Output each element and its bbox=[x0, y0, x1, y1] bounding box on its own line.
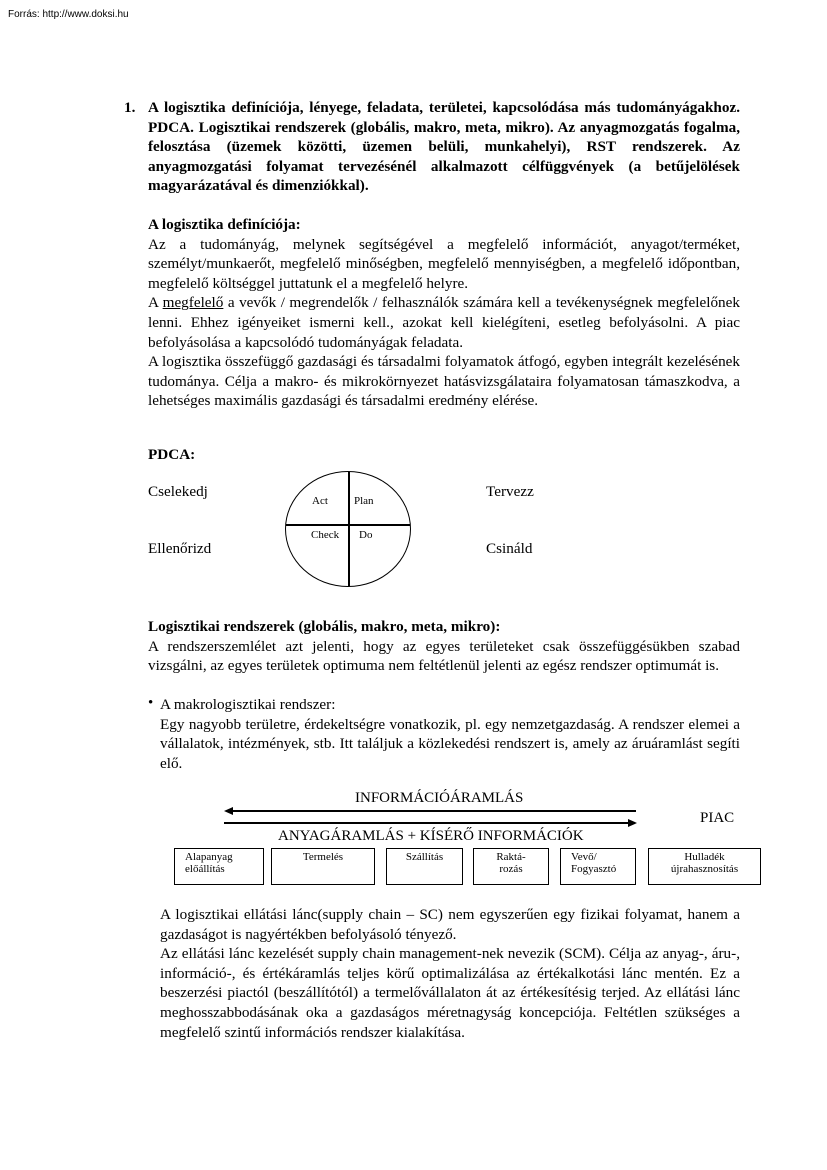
pdca-do-label: Csináld bbox=[486, 540, 533, 557]
box-recycling bbox=[648, 848, 761, 885]
pdca-act-label: Cselekedj bbox=[148, 483, 208, 500]
box-line-1: Raktá- bbox=[496, 851, 526, 863]
wheel-vertical-divider bbox=[348, 472, 350, 586]
box-line-1: Hulladék bbox=[684, 851, 725, 863]
wheel-check: Check bbox=[311, 529, 340, 541]
box-line-1: Szállítás bbox=[405, 851, 444, 863]
definition-paragraph-3: A logisztika összefüggő gazdasági és társadalmi folyamatok átfogó, egyben integrált kezelésének tudománya. Célja a makro- és mikrokörnyezet hatásvizsgálataira folyamatosan támaszkodva, a lehetséges maximális gazdasági és társadalmi eredmény elérése. bbox=[148, 353, 740, 410]
macro-system-block bbox=[160, 695, 740, 773]
p2-end: a vevők / megrendelők / felhasználók számára kell a tevékenységnek megfelelőnek lenni. Ehhez igényeiket ismerni kell., azokat kell kielégíteni, esetleg befolyásolni. A piac befolyásolása a kapcsolódó tudományágak feladata. bbox=[148, 294, 740, 351]
material-flow-arrow bbox=[224, 822, 630, 824]
box-production bbox=[271, 848, 375, 885]
heading-number: 1. bbox=[124, 99, 136, 116]
box-raw-material bbox=[174, 848, 264, 885]
definition-title: A logisztika definíciója: bbox=[148, 216, 301, 233]
box-line-1: Alapanyag bbox=[185, 851, 233, 863]
box-transport bbox=[386, 848, 463, 885]
pdca-wheel bbox=[285, 471, 411, 587]
material-flow-label: ANYAGÁRAMLÁS + KÍSÉRŐ INFORMÁCIÓK bbox=[278, 828, 584, 844]
info-flow-arrow bbox=[230, 810, 636, 812]
section-heading bbox=[124, 98, 740, 196]
bullet-mark: • bbox=[148, 695, 154, 711]
box-line-1: Termelés bbox=[302, 851, 344, 863]
market-label: PIAC bbox=[700, 810, 735, 826]
wheel-act: Act bbox=[312, 495, 328, 507]
definition-section bbox=[148, 215, 740, 411]
source-url: Forrás: http://www.doksi.hu bbox=[8, 9, 129, 20]
box-line-2: újrahasznosítás bbox=[670, 863, 739, 875]
wheel-do: Do bbox=[359, 529, 373, 541]
wheel-plan: Plan bbox=[354, 495, 374, 507]
supply-paragraph-1: A logisztikai ellátási lánc(supply chain – SC) nem egyszerűen egy fizikai folyamat, hanem a gazdaságot is nagyértékben befolyásoló tényező. bbox=[160, 906, 740, 943]
box-warehousing bbox=[473, 848, 549, 885]
heading-text: A logisztika definíciója, lényege, feladata, területei, kapcsolódása más tudományágakhoz. PDCA. Logisztikai rendszerek (globális, makro, meta, mikro). Az anyagmozgatás fogalma, felosztása (üzemek közötti, üzemen belüli, munkahelyi), RST rendszerek. Az anyagmozgatási folyamat tervezésénél alkalmazott célfüggvények (a betűjelölések magyarázatával és dimenziókkal). bbox=[148, 99, 740, 195]
supply-paragraph-2: Az ellátási lánc kezelését supply chain management-nek nevezik (SCM). Célja az anyag-, áru-, információ-, és értékáramlás teljes körű optimalizálása az értékalkotási lánc mentén. Ez a beszerzési piactól (beszállítótól) a termelővállalaton át az értékesítésig terjed. Az ellátási lánc meghosszabbodásának oka a gazdaságos méretnagyság koncepciója. Feltétlen szükséges a megfelelő szintű információs rendszer kialakítása. bbox=[160, 945, 740, 1041]
systems-title: Logisztikai rendszerek (globális, makro, meta, mikro): bbox=[148, 618, 501, 635]
macro-title: A makrologisztikai rendszer: bbox=[160, 696, 336, 713]
box-line-1: Vevő/ bbox=[571, 851, 597, 863]
systems-section bbox=[148, 617, 740, 676]
wheel-horizontal-divider bbox=[286, 524, 410, 526]
systems-paragraph: A rendszerszemlélet azt jelenti, hogy az egyes területeket csak összefüggésükben szabad vizsgálni, az egyes területek optimuma nem feltétlenül jelenti az egész rendszer optimumát is. bbox=[148, 637, 740, 675]
macro-text: Egy nagyobb területre, érdekeltségre vonatkozik, pl. egy nemzetgazdaság. A rendszer elemei a vállalatok, intézmények, stb. Itt találjuk a közlekedési rendszert is, amely az áruáramlást segíti elő. bbox=[160, 715, 740, 772]
box-line-2: Fogyasztó bbox=[571, 863, 617, 875]
underlined-word: megfelelő bbox=[162, 294, 224, 312]
info-flow-label: INFORMÁCIÓÁRAMLÁS bbox=[355, 790, 524, 806]
pdca-title: PDCA: bbox=[148, 446, 196, 463]
pdca-check-label: Ellenőrizd bbox=[148, 540, 212, 557]
box-line-2: rozás bbox=[499, 863, 523, 875]
supply-chain-section bbox=[160, 905, 740, 1042]
definition-paragraph-2 bbox=[148, 293, 740, 352]
box-line-2: előállítás bbox=[185, 863, 225, 875]
p2-start: A bbox=[148, 294, 163, 312]
box-customer bbox=[560, 848, 636, 885]
definition-paragraph-1: Az a tudományág, melynek segítségével a megfelelő információt, anyagot/terméket, személyt/munkaerőt, megfelelő minőségben, megfelelő mennyiségben, a megfelelő időpontban, megfelelő költséggel juttatunk el a megfelelő helyre. bbox=[148, 235, 740, 292]
pdca-plan-label: Tervezz bbox=[486, 483, 534, 500]
right-arrow-head bbox=[628, 819, 637, 827]
